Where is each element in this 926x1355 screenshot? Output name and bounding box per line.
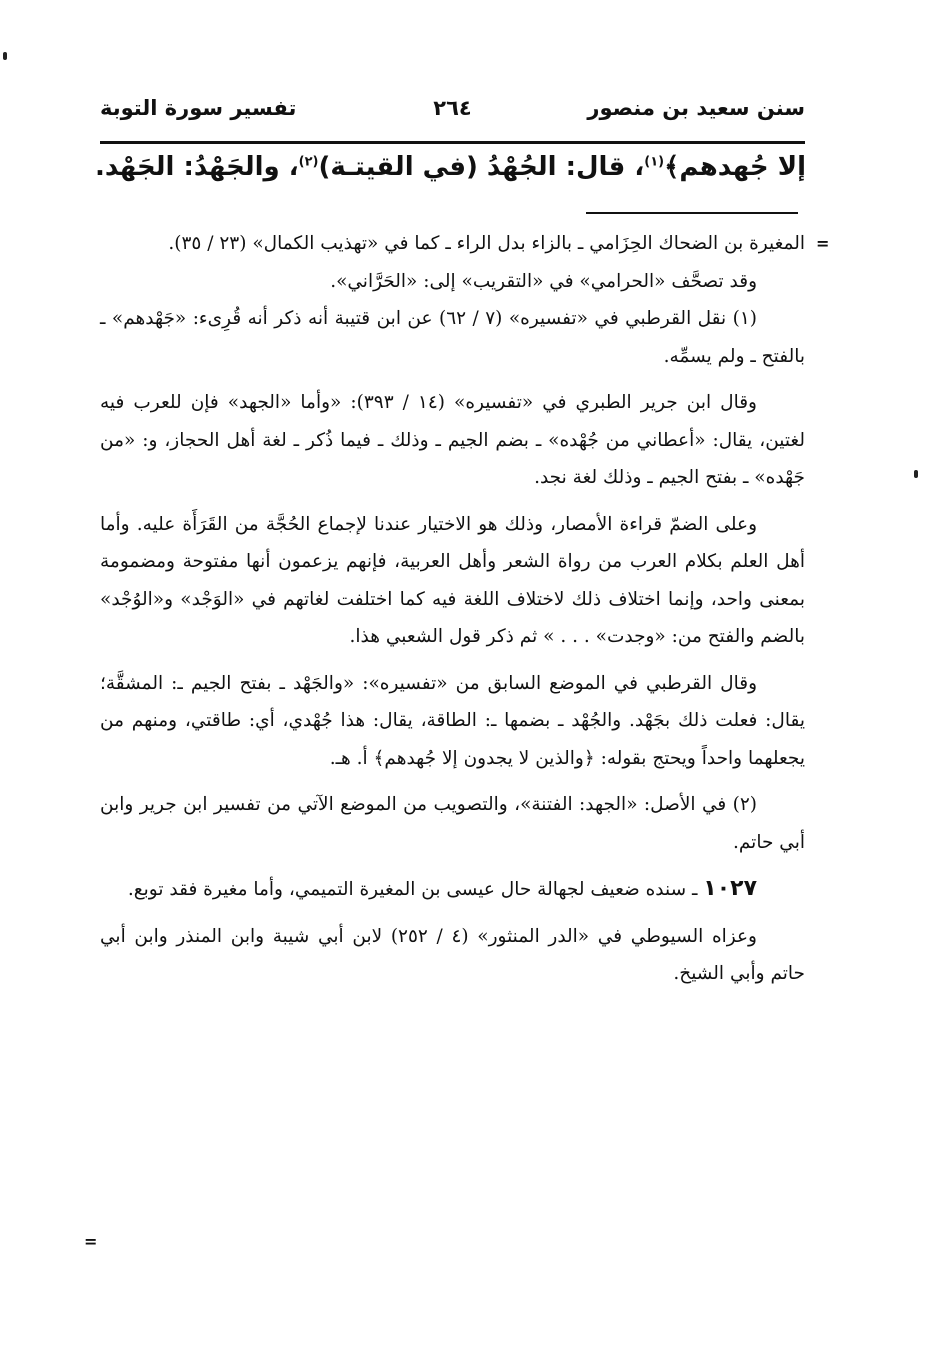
page-number: ٢٦٤	[433, 96, 472, 120]
continuation-mark-bottom: =	[84, 1232, 98, 1251]
running-head	[100, 96, 805, 136]
main-text-part3: ، والجَهْدُ: الجَهْد.	[95, 152, 299, 182]
hadith-commentary	[100, 870, 805, 909]
footnote-ref-2: (٢)	[298, 154, 319, 170]
footnote-2: (٢) في الأصل: «الجهد: الفتنة»، والتصويب من الموضع الآتي من تفسير ابن جرير وابن أبي حاتم.	[100, 794, 805, 853]
footnote-1-damm: وعلى الضمّ قراءة الأمصار، وذلك هو الاختيار عندنا لإجماع الحُجَّة من القَرَأَة عليه. وأما أهل العلم بكلام العرب من رواة الشعر وأهل العربية، فإنهم يزعمون أنها مفتوحة ومضمومة بمعنى واحد، وإنما اختلاف ذلك لاختلاف اللغة فيه كما اختلفت لغاتهم في «الوَجْد» و«الوُجْد» بالضم والفتح من: «وجدت» . . . » ثم ذكر قول الشعبي هذا.	[100, 513, 805, 647]
footnote-1-tabari: وقال ابن جرير الطبري في «تفسيره» (١٤ / ٣٩٣): «وأما «الجهد» فإن للعرب فيه لغتين، يقال: «أعطاني من جُهْده» ـ بضم الجيم ـ وذلك ـ فيما ذُكر ـ لغة أهل الحجاز، و: «من جَهْده» ـ بفتح الجيم ـ وذلك لغة نجد.	[100, 392, 805, 488]
header-rule	[100, 141, 805, 144]
footnote-1: (١) نقل القرطبي في «تفسيره» (٧ / ٦٢) عن ابن قتيبة أنه ذكر أنه قُرِىء: «جَهْدهم» ـ بالفتح ـ ولم يسمِّه.	[100, 308, 805, 367]
footnote-separator	[586, 212, 798, 214]
continuation-mark-top: =	[816, 234, 830, 253]
scan-edge-mark	[914, 470, 918, 478]
footnote-carry-over-note: وقد تصحَّف «الحرامي» في «التقريب» إلى: «الحَرَّاني».	[330, 270, 757, 292]
main-text-part2: ، قال: الجُهْدُ (في القيتـة)	[318, 152, 645, 182]
footnote-carry-over: المغيرة بن الضحاك الحِزَامي ـ بالزاء بدل الراء ـ كما في «تهذيب الكمال» (٢٣ / ٣٥).	[168, 233, 805, 254]
book-title: سنن سعيد بن منصور	[587, 96, 805, 120]
footnotes-block	[100, 225, 805, 993]
section-title: تفسير سورة التوبة	[100, 96, 297, 120]
scan-edge-mark	[3, 52, 7, 60]
footnote-1-qurtubi: وقال القرطبي في الموضع السابق من «تفسيره»: «والجَهْد ـ بفتح الجيم ـ: المشقَّة؛ يقال: فعلت ذلك بجَهْد. والجُهْد ـ بضمها ـ: الطاقة، يقال: هذا جُهْدي، أي: طاقتي، ومنهم من يجعلهما واحداً ويحتج بقوله: ﴿والذين لا يجدون إلا جُهدهم﴾ أ. هـ.	[100, 672, 805, 769]
hadith-grading: ـ سنده ضعيف لجهالة حال عيسى بن المغيرة التميمي، وأما مغيرة فقد توبع.	[127, 879, 698, 900]
footnote-ref-1: (١)	[644, 154, 665, 170]
main-text-part1: إلا جُهدهم﴾	[664, 152, 806, 182]
hadith-number: ١٠٢٧	[703, 876, 757, 901]
hadith-takhrij: وعزاه السيوطي في «الدر المنثور» (٤ / ٢٥٢) لابن أبي شيبة وابن المنذر وابن أبي حاتم وأبي الشيخ.	[100, 925, 805, 984]
main-text-line	[95, 152, 806, 182]
